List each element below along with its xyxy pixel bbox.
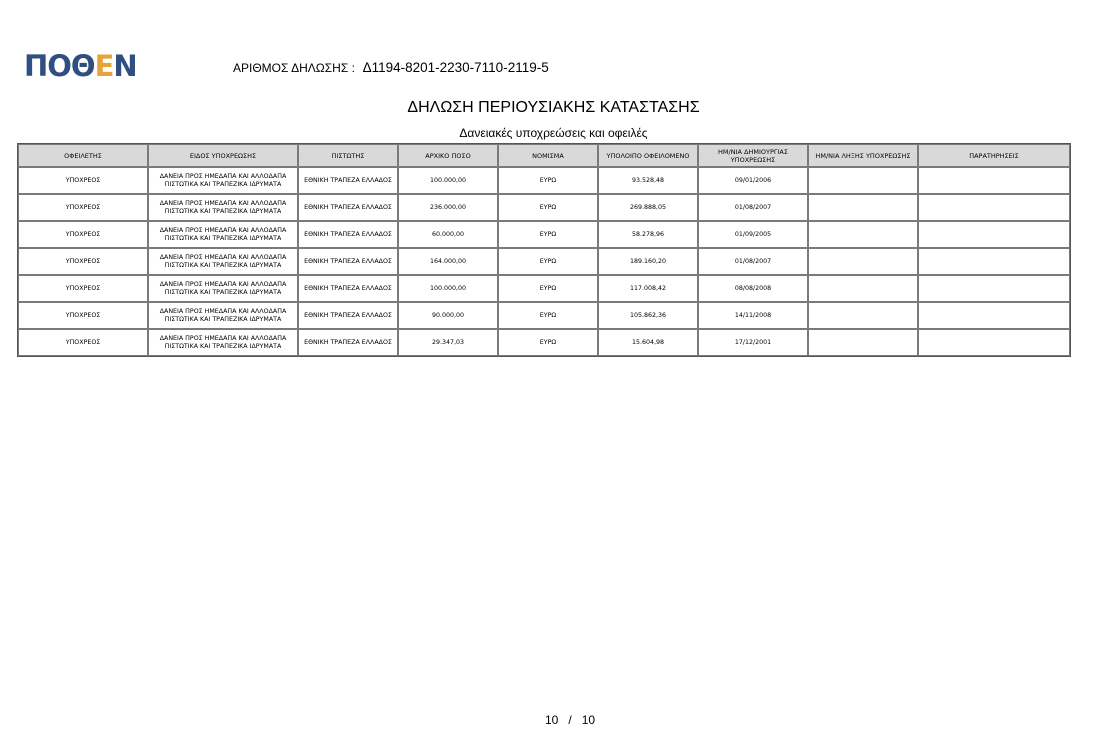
cell-remarks: [918, 221, 1070, 248]
cell-initial-amount: 90.000,00: [398, 302, 498, 329]
cell-expiry-date: [808, 167, 918, 194]
table-row: [18, 167, 1070, 194]
cell-liability-type: ΔΑΝΕΙΑ ΠΡΟΣ ΗΜΕΔΑΠΑ ΚΑΙ ΑΛΛΟΔΑΠΑ ΠΙΣΤΩΤΙΚΑ ΚΑΙ ΤΡΑΠΕΖΙΚΑ ΙΔΡΥΜΑΤΑ: [148, 221, 298, 248]
header-cell-expiry-date: ΗΜ/ΝΙΑ ΛΗΞΗΣ ΥΠΟΧΡΕΩΣΗΣ: [808, 144, 918, 167]
table-row: [18, 194, 1070, 221]
cell-remaining-balance: 15.604,98: [598, 329, 698, 356]
cell-expiry-date: [808, 248, 918, 275]
header-cell-creation-date: ΗΜ/ΝΙΑ ΔΗΜΙΟΥΡΓΙΑΣ ΥΠΟΧΡΕΩΣΗΣ: [698, 144, 808, 167]
cell-remaining-balance: 269.888,05: [598, 194, 698, 221]
cell-currency: ΕΥΡΩ: [498, 275, 598, 302]
cell-debtor: ΥΠΟΧΡΕΟΣ: [18, 194, 148, 221]
cell-liability-type: ΔΑΝΕΙΑ ΠΡΟΣ ΗΜΕΔΑΠΑ ΚΑΙ ΑΛΛΟΔΑΠΑ ΠΙΣΤΩΤΙΚΑ ΚΑΙ ΤΡΑΠΕΖΙΚΑ ΙΔΡΥΜΑΤΑ: [148, 167, 298, 194]
cell-expiry-date: [808, 275, 918, 302]
cell-creation-date: 01/08/2007: [698, 248, 808, 275]
page-separator: /: [568, 713, 572, 727]
cell-initial-amount: 29.347,03: [398, 329, 498, 356]
header-cell-initial-amount: ΑΡΧΙΚΟ ΠΟΣΟ: [398, 144, 498, 167]
declaration-number-label: ΑΡΙΘΜΟΣ ΔΗΛΩΣΗΣ :: [233, 61, 355, 75]
cell-remaining-balance: 117.008,42: [598, 275, 698, 302]
logo-text-part1: ΠΟΘ: [24, 49, 95, 83]
page-current: 10: [544, 713, 559, 727]
cell-creation-date: 08/08/2008: [698, 275, 808, 302]
cell-debtor: ΥΠΟΧΡΕΟΣ: [18, 275, 148, 302]
table-row: [18, 329, 1070, 356]
cell-currency: ΕΥΡΩ: [498, 302, 598, 329]
cell-remarks: [918, 329, 1070, 356]
cell-expiry-date: [808, 221, 918, 248]
cell-debtor: ΥΠΟΧΡΕΟΣ: [18, 167, 148, 194]
table-row: [18, 275, 1070, 302]
cell-remarks: [918, 194, 1070, 221]
section-title: Δανειακές υποχρεώσεις και οφειλές: [459, 126, 648, 140]
cell-initial-amount: 164.000,00: [398, 248, 498, 275]
cell-creditor: ΕΘΝΙΚΗ ΤΡΑΠΕΖΑ ΕΛΛΑΔΟΣ: [298, 194, 398, 221]
page-number: [0, 712, 1120, 728]
declaration-number: [233, 60, 549, 76]
cell-creditor: ΕΘΝΙΚΗ ΤΡΑΠΕΖΑ ΕΛΛΑΔΟΣ: [298, 302, 398, 329]
cell-creation-date: 01/08/2007: [698, 194, 808, 221]
header-cell-debtor: ΟΦΕΙΛΕΤΗΣ: [18, 144, 148, 167]
cell-creation-date: 17/12/2001: [698, 329, 808, 356]
cell-creditor: ΕΘΝΙΚΗ ΤΡΑΠΕΖΑ ΕΛΛΑΔΟΣ: [298, 329, 398, 356]
cell-creditor: ΕΘΝΙΚΗ ΤΡΑΠΕΖΑ ΕΛΛΑΔΟΣ: [298, 248, 398, 275]
document-title: ΔΗΛΩΣΗ ΠΕΡΙΟΥΣΙΑΚΗΣ ΚΑΤΑΣΤΑΣΗΣ: [407, 99, 700, 116]
cell-remarks: [918, 275, 1070, 302]
cell-debtor: ΥΠΟΧΡΕΟΣ: [18, 248, 148, 275]
cell-currency: ΕΥΡΩ: [498, 167, 598, 194]
cell-currency: ΕΥΡΩ: [498, 194, 598, 221]
cell-remaining-balance: 105.862,36: [598, 302, 698, 329]
cell-remaining-balance: 58.278,96: [598, 221, 698, 248]
cell-remarks: [918, 302, 1070, 329]
cell-liability-type: ΔΑΝΕΙΑ ΠΡΟΣ ΗΜΕΔΑΠΑ ΚΑΙ ΑΛΛΟΔΑΠΑ ΠΙΣΤΩΤΙΚΑ ΚΑΙ ΤΡΑΠΕΖΙΚΑ ΙΔΡΥΜΑΤΑ: [148, 275, 298, 302]
cell-creditor: ΕΘΝΙΚΗ ΤΡΑΠΕΖΑ ΕΛΛΑΔΟΣ: [298, 167, 398, 194]
table-row: [18, 221, 1070, 248]
header-cell-creditor: ΠΙΣΤΩΤΗΣ: [298, 144, 398, 167]
cell-debtor: ΥΠΟΧΡΕΟΣ: [18, 302, 148, 329]
cell-remaining-balance: 93.528,48: [598, 167, 698, 194]
declaration-number-value: Δ1194-8201-2230-7110-2119-5: [362, 60, 549, 75]
page-total: 10: [581, 713, 596, 727]
cell-creation-date: 01/09/2005: [698, 221, 808, 248]
table-row: [18, 248, 1070, 275]
cell-remarks: [918, 248, 1070, 275]
cell-remarks: [918, 167, 1070, 194]
liabilities-table: [17, 143, 1071, 357]
cell-debtor: ΥΠΟΧΡΕΟΣ: [18, 329, 148, 356]
cell-currency: ΕΥΡΩ: [498, 329, 598, 356]
header-cell-remarks: ΠΑΡΑΤΗΡΗΣΕΙΣ: [918, 144, 1070, 167]
cell-initial-amount: 100.000,00: [398, 167, 498, 194]
cell-remaining-balance: 189.160,20: [598, 248, 698, 275]
header-cell-liability-type: ΕΙΔΟΣ ΥΠΟΧΡΕΩΣΗΣ: [148, 144, 298, 167]
cell-expiry-date: [808, 329, 918, 356]
logo-text-part3: Ν: [113, 49, 137, 83]
cell-debtor: ΥΠΟΧΡΕΟΣ: [18, 221, 148, 248]
cell-creditor: ΕΘΝΙΚΗ ΤΡΑΠΕΖΑ ΕΛΛΑΔΟΣ: [298, 275, 398, 302]
cell-expiry-date: [808, 302, 918, 329]
cell-initial-amount: 60.000,00: [398, 221, 498, 248]
cell-initial-amount: 100.000,00: [398, 275, 498, 302]
logo: [24, 49, 137, 83]
table-row: [18, 302, 1070, 329]
cell-currency: ΕΥΡΩ: [498, 221, 598, 248]
header-cell-currency: ΝΟΜΙΣΜΑ: [498, 144, 598, 167]
cell-creation-date: 09/01/2006: [698, 167, 808, 194]
cell-initial-amount: 236.000,00: [398, 194, 498, 221]
header-cell-remaining-balance: ΥΠΟΛΟΙΠΟ ΟΦΕΙΛΟΜΕΝΟ: [598, 144, 698, 167]
cell-currency: ΕΥΡΩ: [498, 248, 598, 275]
cell-liability-type: ΔΑΝΕΙΑ ΠΡΟΣ ΗΜΕΔΑΠΑ ΚΑΙ ΑΛΛΟΔΑΠΑ ΠΙΣΤΩΤΙΚΑ ΚΑΙ ΤΡΑΠΕΖΙΚΑ ΙΔΡΥΜΑΤΑ: [148, 302, 298, 329]
cell-creditor: ΕΘΝΙΚΗ ΤΡΑΠΕΖΑ ΕΛΛΑΔΟΣ: [298, 221, 398, 248]
cell-liability-type: ΔΑΝΕΙΑ ΠΡΟΣ ΗΜΕΔΑΠΑ ΚΑΙ ΑΛΛΟΔΑΠΑ ΠΙΣΤΩΤΙΚΑ ΚΑΙ ΤΡΑΠΕΖΙΚΑ ΙΔΡΥΜΑΤΑ: [148, 248, 298, 275]
cell-liability-type: ΔΑΝΕΙΑ ΠΡΟΣ ΗΜΕΔΑΠΑ ΚΑΙ ΑΛΛΟΔΑΠΑ ΠΙΣΤΩΤΙΚΑ ΚΑΙ ΤΡΑΠΕΖΙΚΑ ΙΔΡΥΜΑΤΑ: [148, 194, 298, 221]
logo-text-accent: Ε: [94, 49, 114, 83]
cell-liability-type: ΔΑΝΕΙΑ ΠΡΟΣ ΗΜΕΔΑΠΑ ΚΑΙ ΑΛΛΟΔΑΠΑ ΠΙΣΤΩΤΙΚΑ ΚΑΙ ΤΡΑΠΕΖΙΚΑ ΙΔΡΥΜΑΤΑ: [148, 329, 298, 356]
cell-expiry-date: [808, 194, 918, 221]
table-header-row: [18, 144, 1070, 167]
cell-creation-date: 14/11/2008: [698, 302, 808, 329]
